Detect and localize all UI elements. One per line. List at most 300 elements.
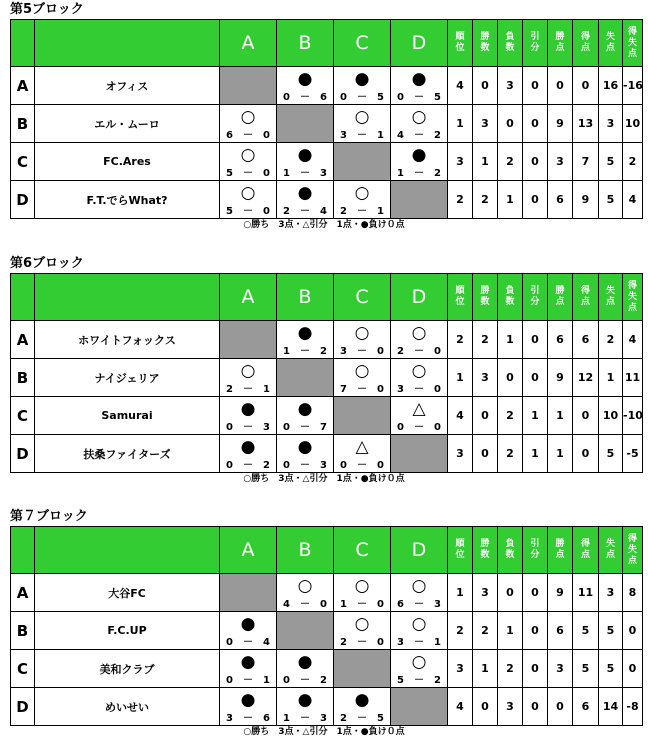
stat-header-char: 点 [555, 43, 565, 53]
stat-value: -8 [623, 688, 643, 726]
stat-value: 5 [599, 435, 623, 473]
stat-value: 0 [523, 688, 548, 726]
stat-header-char: 引 [530, 286, 540, 296]
stat-value: 0 [523, 650, 548, 688]
stat-value: 0 [573, 397, 599, 435]
match-result-cell [334, 612, 391, 650]
result-mark-icon: ○ [411, 361, 427, 381]
self-match-cell [277, 612, 334, 650]
match-score: 0 － 3 [283, 460, 327, 471]
stat-header-char: 失 [605, 32, 615, 42]
header-blank [35, 527, 220, 574]
stat-value: 0 [548, 67, 573, 105]
match-result-cell [277, 321, 334, 359]
result-mark-icon: ○ [354, 323, 370, 343]
match-score: 3 － 0 [397, 384, 441, 395]
team-name: ホワイトフォックス [35, 321, 220, 359]
team-row [11, 359, 643, 397]
match-result-cell [391, 105, 448, 143]
header-blank [35, 20, 220, 67]
match-result-cell [277, 143, 334, 181]
stat-value: 6 [548, 612, 573, 650]
stat-value: 2 [498, 143, 523, 181]
result-mark-icon: ○ [354, 614, 370, 634]
stat-header-char: 得 [627, 280, 637, 291]
stat-value: 13 [573, 105, 599, 143]
stat-header-char: 引 [530, 539, 540, 549]
stat-header-char: 数 [480, 43, 490, 53]
stat-value: 2 [473, 612, 498, 650]
block-title: 第７ブロック [10, 509, 88, 524]
result-mark-icon: ○ [240, 145, 256, 165]
stat-header [599, 20, 623, 67]
header-opponent-letter: C [334, 274, 391, 321]
match-score: 3 － 0 [340, 346, 384, 357]
stat-header-char: 勝 [555, 539, 565, 549]
stat-value: -5 [623, 435, 643, 473]
team-name: FC.Ares [35, 143, 220, 181]
header-opponent-letter: A [220, 274, 277, 321]
match-score: 0 － 5 [397, 92, 441, 103]
result-mark-icon: ○ [240, 183, 256, 203]
stat-value: 3 [599, 574, 623, 612]
stat-header [573, 274, 599, 321]
stat-value: 2 [599, 321, 623, 359]
stat-value: 1 [498, 181, 523, 219]
header-row [11, 527, 643, 574]
stat-value: 0 [498, 574, 523, 612]
match-score: 0 － 6 [283, 92, 327, 103]
block-title: 第5ブロック [10, 2, 84, 17]
stat-header-char: 負 [505, 539, 515, 549]
stat-header-char: 失 [627, 544, 637, 555]
match-result-cell [334, 574, 391, 612]
result-mark-icon: ● [240, 437, 256, 457]
stat-header-char: 点 [555, 297, 565, 307]
stat-header-char: 順 [455, 286, 465, 296]
legend-note: ○勝ち 3点・△引分 1点・●負け０点 [243, 474, 405, 484]
result-mark-icon: ○ [354, 576, 370, 596]
match-score: 3 － 6 [226, 713, 270, 724]
stat-header [523, 527, 548, 574]
match-result-cell [220, 143, 277, 181]
stat-value: 11 [623, 359, 643, 397]
stat-header-char: 位 [455, 297, 465, 307]
stat-header-char: 数 [480, 297, 490, 307]
block-section [0, 509, 648, 744]
match-result-cell [277, 574, 334, 612]
team-row [11, 143, 643, 181]
match-score: 2 － 0 [397, 346, 441, 357]
team-row [11, 67, 643, 105]
match-result-cell [391, 574, 448, 612]
team-name: エル・ムーロ [35, 105, 220, 143]
result-mark-icon: ● [240, 690, 256, 710]
stat-value: 2 [473, 321, 498, 359]
result-mark-icon: ○ [240, 107, 256, 127]
team-letter: D [11, 688, 35, 726]
stat-header-char: 数 [505, 297, 515, 307]
stat-value: 0 [623, 650, 643, 688]
stat-header-char: 点 [580, 297, 590, 307]
team-letter: A [11, 574, 35, 612]
result-mark-icon: ● [411, 69, 427, 89]
match-result-cell [391, 650, 448, 688]
result-mark-icon: ○ [411, 576, 427, 596]
stat-header [448, 274, 473, 321]
stat-value: 2 [623, 143, 643, 181]
match-result-cell [334, 359, 391, 397]
self-match-cell [220, 321, 277, 359]
match-score: 5 － 0 [226, 168, 270, 179]
team-name: 扶桑ファイターズ [35, 435, 220, 473]
result-mark-icon: ● [240, 652, 256, 672]
stat-header [599, 274, 623, 321]
stat-header-char: 位 [455, 550, 465, 560]
stat-value: 3 [473, 105, 498, 143]
stat-header-char: 得 [580, 286, 590, 296]
stat-value: 4 [623, 321, 643, 359]
stat-header [498, 274, 523, 321]
header-row [11, 20, 643, 67]
match-score: 4 － 2 [397, 130, 441, 141]
stat-header [623, 274, 643, 321]
stat-value: -10 [623, 397, 643, 435]
stat-header-char: 勝 [555, 286, 565, 296]
match-result-cell [391, 612, 448, 650]
match-result-cell [334, 181, 391, 219]
stat-header-char: 負 [505, 286, 515, 296]
stat-header-char: 失 [627, 291, 637, 302]
match-score: 1 － 2 [397, 168, 441, 179]
stat-header [623, 527, 643, 574]
stat-value: 6 [548, 181, 573, 219]
result-mark-icon: ● [297, 69, 313, 89]
match-result-cell [334, 435, 391, 473]
stat-value: 0 [523, 612, 548, 650]
stat-value: 1 [448, 574, 473, 612]
match-score: 2 － 1 [340, 206, 384, 217]
stat-header [473, 527, 498, 574]
stat-header-char: 得 [627, 26, 637, 37]
result-mark-icon: ● [297, 652, 313, 672]
stat-value: 12 [573, 359, 599, 397]
self-match-cell [391, 435, 448, 473]
stat-value: 0 [573, 435, 599, 473]
stat-value: 7 [573, 143, 599, 181]
team-letter: B [11, 612, 35, 650]
result-mark-icon: ● [297, 690, 313, 710]
stat-header [573, 20, 599, 67]
team-name: 美和クラブ [35, 650, 220, 688]
match-result-cell [277, 397, 334, 435]
stat-header-char: 分 [530, 43, 540, 53]
match-score: 2 － 1 [226, 384, 270, 395]
stat-header-char: 数 [505, 550, 515, 560]
stat-value: 1 [473, 650, 498, 688]
stat-value: 6 [548, 321, 573, 359]
self-match-cell [220, 574, 277, 612]
match-score: 0 － 4 [226, 637, 270, 648]
match-score: 2 － 4 [283, 206, 327, 217]
match-result-cell [220, 688, 277, 726]
team-row [11, 650, 643, 688]
stat-value: 11 [573, 574, 599, 612]
stat-header [623, 20, 643, 67]
stat-value: 10 [623, 105, 643, 143]
stat-header [548, 274, 573, 321]
match-result-cell [277, 435, 334, 473]
match-score: 0 － 0 [397, 422, 441, 433]
result-mark-icon: ● [411, 145, 427, 165]
match-result-cell [220, 105, 277, 143]
header-opponent-letter: D [391, 20, 448, 67]
stat-value: 0 [523, 359, 548, 397]
stat-header [473, 274, 498, 321]
stat-value: 2 [448, 321, 473, 359]
self-match-cell [334, 650, 391, 688]
stat-value: 3 [498, 67, 523, 105]
team-letter: C [11, 397, 35, 435]
stat-value: 1 [448, 359, 473, 397]
match-score: 0 － 2 [283, 675, 327, 686]
stat-value: 5 [599, 612, 623, 650]
stat-value: 1 [448, 105, 473, 143]
match-result-cell [334, 105, 391, 143]
team-letter: D [11, 181, 35, 219]
stat-value: 0 [498, 359, 523, 397]
stat-header-char: 勝 [555, 32, 565, 42]
stat-header [448, 20, 473, 67]
stat-header [498, 20, 523, 67]
match-score: 0 － 0 [340, 460, 384, 471]
team-letter: C [11, 650, 35, 688]
match-score: 5 － 2 [397, 675, 441, 686]
result-mark-icon: ● [354, 690, 370, 710]
team-row [11, 181, 643, 219]
match-result-cell [220, 359, 277, 397]
match-result-cell [277, 67, 334, 105]
stat-value: 2 [498, 397, 523, 435]
result-mark-icon: ● [297, 399, 313, 419]
stat-value: 3 [448, 650, 473, 688]
self-match-cell [277, 105, 334, 143]
team-row [11, 435, 643, 473]
stat-value: 3 [548, 650, 573, 688]
stat-value: 3 [448, 435, 473, 473]
stat-header-char: 分 [530, 550, 540, 560]
stat-header [523, 274, 548, 321]
stat-value: 1 [548, 435, 573, 473]
stat-header-char: 失 [627, 37, 637, 48]
match-score: 0 － 1 [226, 675, 270, 686]
match-result-cell [220, 397, 277, 435]
stat-value: 0 [473, 688, 498, 726]
stat-header [523, 20, 548, 67]
stat-value: 0 [523, 321, 548, 359]
team-letter: B [11, 359, 35, 397]
team-name: F.C.UP [35, 612, 220, 650]
result-mark-icon: ● [297, 437, 313, 457]
match-score: 4 － 0 [283, 599, 327, 610]
stat-value: 5 [599, 650, 623, 688]
header-blank [11, 527, 35, 574]
result-mark-icon: ● [240, 614, 256, 634]
match-result-cell [391, 321, 448, 359]
stat-value: 6 [573, 321, 599, 359]
stat-header [573, 527, 599, 574]
match-result-cell [391, 359, 448, 397]
result-mark-icon: △ [412, 399, 426, 419]
team-row [11, 688, 643, 726]
result-mark-icon: ● [297, 183, 313, 203]
stat-header-char: 点 [605, 43, 615, 53]
result-mark-icon: ○ [354, 361, 370, 381]
stat-value: 2 [498, 435, 523, 473]
stat-header-char: 得 [580, 32, 590, 42]
match-score: 1 － 3 [283, 713, 327, 724]
stat-value: 1 [599, 359, 623, 397]
header-opponent-letter: D [391, 527, 448, 574]
stat-value: 5 [599, 181, 623, 219]
result-mark-icon: ○ [354, 183, 370, 203]
stat-value: -16 [623, 67, 643, 105]
self-match-cell [391, 181, 448, 219]
match-score: 1 － 0 [340, 599, 384, 610]
stat-value: 1 [498, 321, 523, 359]
header-blank [11, 274, 35, 321]
match-result-cell [391, 397, 448, 435]
match-result-cell [277, 181, 334, 219]
self-match-cell [391, 688, 448, 726]
stat-header-char: 数 [505, 43, 515, 53]
match-score: 0 － 7 [283, 422, 327, 433]
match-score: 3 － 1 [340, 130, 384, 141]
stat-value: 5 [573, 650, 599, 688]
stat-value: 0 [523, 181, 548, 219]
stat-header-char: 失 [605, 539, 615, 549]
result-mark-icon: ○ [297, 576, 313, 596]
match-score: 2 － 5 [340, 713, 384, 724]
stat-header-char: 点 [555, 550, 565, 560]
stat-header [548, 527, 573, 574]
stat-value: 1 [498, 612, 523, 650]
header-opponent-letter: B [277, 274, 334, 321]
stat-value: 2 [498, 650, 523, 688]
stat-header-char: 数 [480, 550, 490, 560]
stat-value: 0 [548, 688, 573, 726]
result-mark-icon: △ [355, 437, 369, 457]
stat-header [448, 527, 473, 574]
team-letter: D [11, 435, 35, 473]
team-name: Samurai [35, 397, 220, 435]
stat-value: 4 [623, 181, 643, 219]
header-blank [35, 274, 220, 321]
stat-value: 9 [548, 105, 573, 143]
header-opponent-letter: C [334, 20, 391, 67]
match-result-cell [391, 67, 448, 105]
standings-table [10, 19, 643, 219]
stat-header-char: 失 [605, 286, 615, 296]
header-opponent-letter: C [334, 527, 391, 574]
result-mark-icon: ○ [411, 614, 427, 634]
block-section [0, 2, 648, 237]
stat-value: 2 [473, 181, 498, 219]
stat-value: 14 [599, 688, 623, 726]
match-score: 0 － 2 [226, 460, 270, 471]
stat-header-char: 得 [580, 539, 590, 549]
header-blank [11, 20, 35, 67]
team-letter: A [11, 321, 35, 359]
stat-value: 9 [548, 574, 573, 612]
match-score: 0 － 5 [340, 92, 384, 103]
stat-value: 0 [623, 612, 643, 650]
team-row [11, 612, 643, 650]
block-title: 第6ブロック [10, 256, 84, 271]
team-letter: B [11, 105, 35, 143]
stat-value: 3 [448, 143, 473, 181]
team-name: オフィス [35, 67, 220, 105]
stat-value: 3 [473, 359, 498, 397]
stat-header [599, 527, 623, 574]
stat-header-char: 勝 [480, 32, 490, 42]
stat-value: 0 [473, 397, 498, 435]
block-section [0, 256, 648, 491]
stat-header-char: 点 [627, 555, 637, 566]
stat-value: 0 [473, 435, 498, 473]
result-mark-icon: ● [354, 69, 370, 89]
stat-header-char: 勝 [480, 539, 490, 549]
stat-header-char: 点 [580, 43, 590, 53]
stat-header-char: 点 [580, 550, 590, 560]
stat-value: 3 [473, 574, 498, 612]
stat-value: 1 [523, 397, 548, 435]
match-result-cell [334, 688, 391, 726]
result-mark-icon: ● [297, 323, 313, 343]
result-mark-icon: ○ [240, 361, 256, 381]
header-opponent-letter: A [220, 527, 277, 574]
team-letter: A [11, 67, 35, 105]
stat-value: 9 [573, 181, 599, 219]
stat-value: 5 [573, 612, 599, 650]
match-score: 5 － 0 [226, 206, 270, 217]
stat-header-char: 点 [605, 297, 615, 307]
stat-value: 0 [573, 67, 599, 105]
result-mark-icon: ● [297, 145, 313, 165]
stat-value: 0 [523, 67, 548, 105]
stat-value: 3 [498, 688, 523, 726]
stat-value: 4 [448, 397, 473, 435]
match-result-cell [220, 181, 277, 219]
stat-header-char: 点 [605, 550, 615, 560]
stat-value: 0 [498, 105, 523, 143]
stat-value: 5 [599, 143, 623, 181]
stat-value: 4 [448, 688, 473, 726]
stat-value: 1 [523, 435, 548, 473]
match-score: 2 － 0 [340, 637, 384, 648]
header-opponent-letter: B [277, 527, 334, 574]
stat-value: 2 [448, 181, 473, 219]
stat-value: 1 [473, 143, 498, 181]
match-score: 3 － 1 [397, 637, 441, 648]
stat-header-char: 負 [505, 32, 515, 42]
team-letter: C [11, 143, 35, 181]
header-opponent-letter: D [391, 274, 448, 321]
legend-note: ○勝ち 3点・△引分 1点・●負け０点 [243, 727, 405, 737]
stat-header-char: 順 [455, 32, 465, 42]
stat-header [498, 527, 523, 574]
team-row [11, 397, 643, 435]
